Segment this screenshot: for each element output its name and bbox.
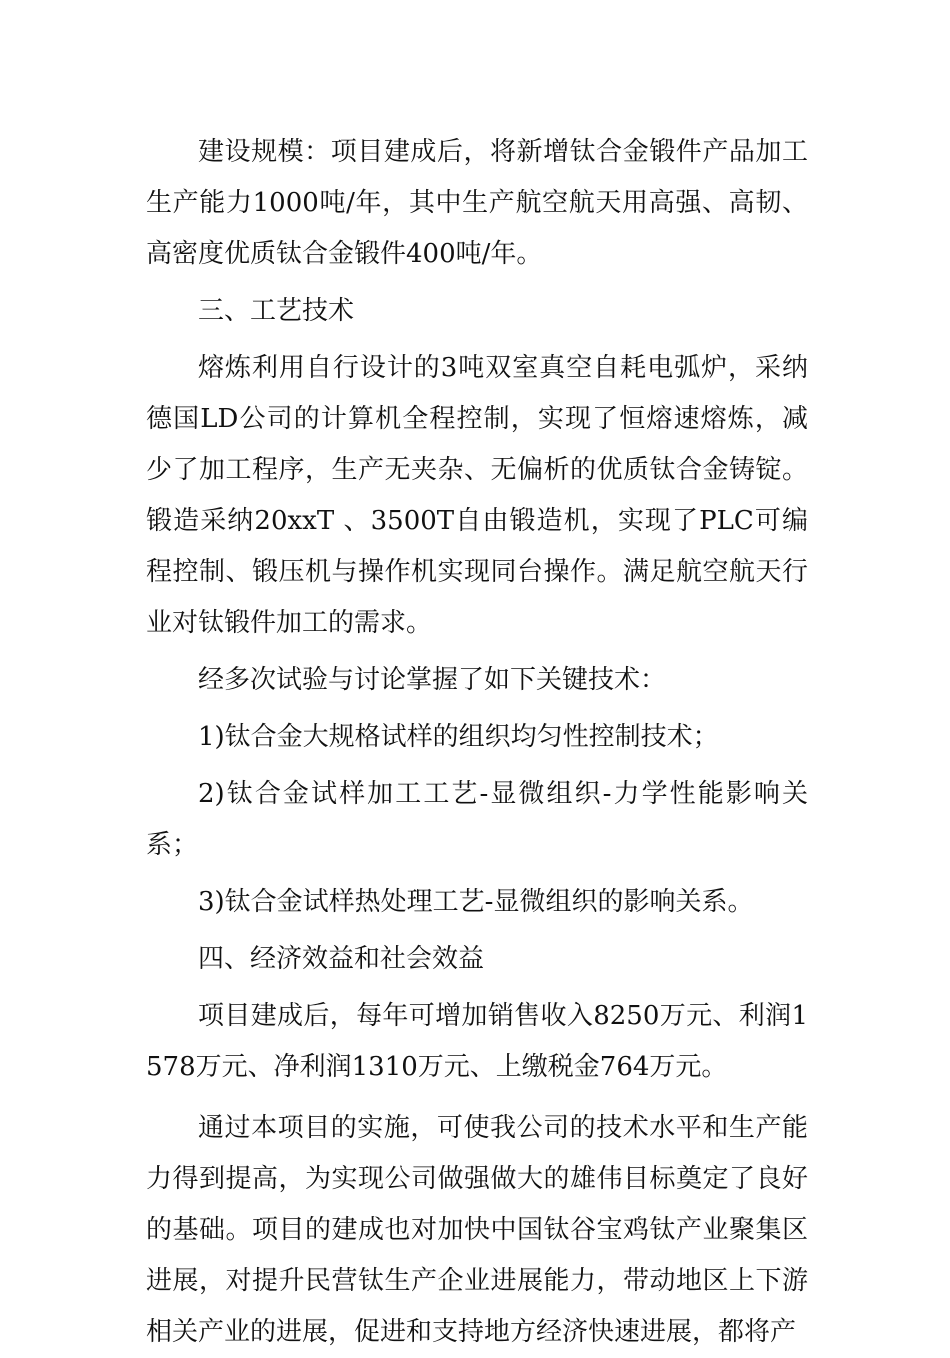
list-item-technology-1: 1)钛合金大规格试样的组织均匀性控制技术； xyxy=(198,722,719,752)
paragraph-construction-scale: 建设规模：项目建成后，将新增钛合金锻件产品加工生产能力1000吨/年，其中生产航空航天用高强、高韧、高密度优质钛合金锻件400吨/年。 xyxy=(146,137,808,269)
list-item-technology-2: 2)钛合金试样加工工艺-显微组织-力学性能影响关系； xyxy=(146,779,808,860)
list-item-technology-3: 3)钛合金试样热处理工艺-显微组织的影响关系。 xyxy=(198,887,754,917)
paragraph-economic-figures: 项目建成后，每年可增加销售收入8250万元、利润1578万元、净利润1310万元、上缴税金764万元。 xyxy=(146,1001,808,1082)
paragraph-social-benefits: 通过本项目的实施，可使我公司的技术水平和生产能力得到提高，为实现公司做强做大的雄伟目标奠定了良好的基础。项目的建成也对加快中国钛谷宝鸡钛产业聚集区进展，对提升民营钛生产企业进展能力，带动地区上下游相关产业的进展，促进和支持地方经济快速进展，都将产 xyxy=(146,1113,808,1347)
document-body xyxy=(146,127,808,1358)
paragraph-key-technologies-intro: 经多次试验与讨论掌握了如下关键技术： xyxy=(198,665,667,695)
paragraph-smelting-forging: 熔炼利用自行设计的3吨双室真空自耗电弧炉，采纳德国LD公司的计算机全程控制，实现了恒熔速熔炼，减少了加工程序，生产无夹杂、无偏析的优质钛合金铸锭。锻造采纳20xxT 、3500T自由锻造机，实现了PLC可编程控制、锻压机与操作机实现同台操作。满足航空航天行业对钛锻件加工的需求。 xyxy=(146,353,808,638)
heading-process-technology: 三、工艺技术 xyxy=(198,296,355,326)
heading-economic-social-benefits: 四、经济效益和社会效益 xyxy=(198,944,485,974)
